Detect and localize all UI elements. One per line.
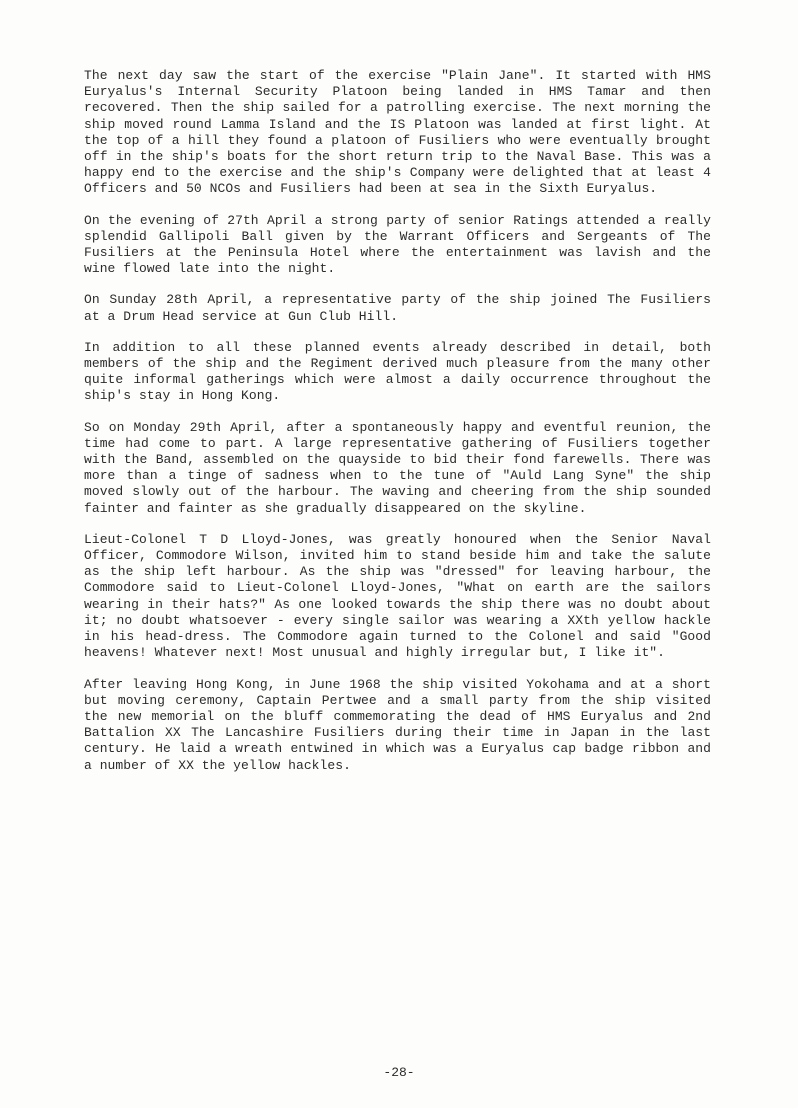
body-text <box>84 68 711 789</box>
paragraph-gallipoli-ball: On the evening of 27th April a strong party of senior Ratings attended a really splendid Gallipoli Ball given by the Warrant Officers and Sergeants of The Fusiliers at the Peninsula Hotel where the entertainment was lavish and the wine flowed late into the night. <box>84 212 711 277</box>
paragraph-exercise-plain-jane: The next day saw the start of the exercise "Plain Jane". It started with HMS Euryalus's Internal Security Platoon being landed in HMS Tamar and then recovered. Then the ship sailed for a patrolling exercise. The next morning the ship moved round Lamma Island and the IS Platoon was landed at first light. At the top of a hill they found a platoon of Fusiliers who were eventually brought off in the ship's boats for the short return trip to the Naval Base. This was a happy end to the exercise and the ship's Company were delighted that at least 4 Officers and 50 NCOs and Fusiliers had been at sea in the Sixth Euryalus. <box>84 68 711 197</box>
paragraph-farewell: So on Monday 29th April, after a spontaneously happy and eventful reunion, the time had come to part. A large representative gathering of Fusiliers together with the Band, assembled on the quayside to bid their fond farewells. There was more than a tinge of sadness when to the tune of "Auld Lang Syne" the ship moved slowly out of the harbour. The waving and cheering from the ship sounded fainter and fainter as she gradually disappeared on the skyline. <box>84 419 711 516</box>
paragraph-drum-head-service: On Sunday 28th April, a representative party of the ship joined The Fusiliers at a Drum Head service at Gun Club Hill. <box>84 292 711 324</box>
paragraph-yellow-hackles: Lieut-Colonel T D Lloyd-Jones, was greatly honoured when the Senior Naval Officer, Commodore Wilson, invited him to stand beside him and take the salute as the ship left harbour. As the ship was "dressed" for leaving harbour, the Commodore said to Lieut-Colonel Lloyd-Jones, "What on earth are the sailors wearing in their hats?" As one looked towards the ship there was no doubt about it; no doubt whatsoever - every single sailor was wearing a XXth yellow hackle in his head-dress. The Commodore again turned to the Colonel and said "Good heavens! Whatever next! Most unusual and highly irregular but, I like it". <box>84 531 711 661</box>
paragraph-informal-gatherings: In addition to all these planned events already described in detail, both members of the ship and the Regiment derived much pleasure from the many other quite informal gatherings which were almost a daily occurrence throughout the ship's stay in Hong Kong. <box>84 339 711 404</box>
page-number: -28- <box>383 1065 415 1080</box>
paragraph-yokohama-memorial: After leaving Hong Kong, in June 1968 the ship visited Yokohama and at a short but moving ceremony, Captain Pertwee and a small party from the ship visited the new memorial on the bluff commemorating the dead of HMS Euryalus and 2nd Battalion XX The Lancashire Fusiliers during their time in Japan in the last century. He laid a wreath entwined in which was a Euryalus cap badge ribbon and a number of XX the yellow hackles. <box>84 676 711 773</box>
